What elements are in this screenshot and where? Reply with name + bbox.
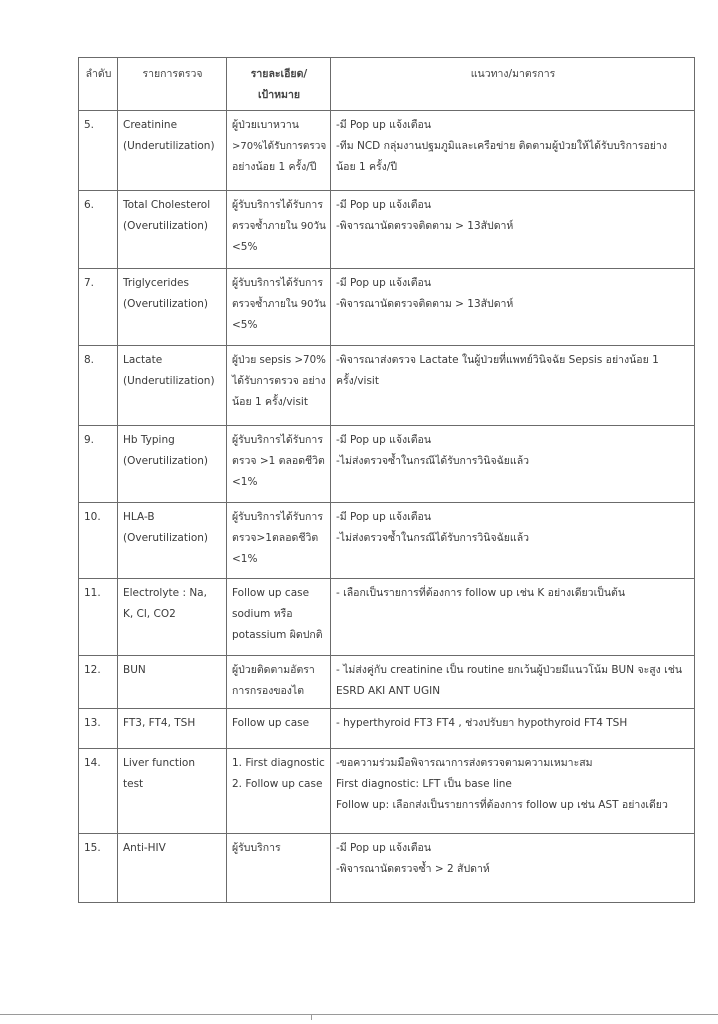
cell-item bbox=[118, 749, 227, 834]
cell-no bbox=[79, 191, 118, 269]
cell-measure-line: -พิจารณานัดตรวจติดตาม > 13สัปดาห์ bbox=[336, 298, 514, 310]
cell-measure-line: น้อย 1 ครั้ง/ปี bbox=[336, 161, 397, 173]
cell-no bbox=[79, 426, 118, 503]
cell-detail-line: sodium หรือ bbox=[232, 608, 293, 620]
cell-detail-line: การกรองของไต bbox=[232, 685, 305, 697]
cell-no-text: 11. bbox=[84, 587, 101, 599]
cell-measure bbox=[331, 426, 695, 503]
cell-detail bbox=[227, 191, 331, 269]
cell-detail-line: Follow up case bbox=[232, 587, 310, 599]
cell-detail-line: ผู้รับบริการได้รับการ bbox=[232, 511, 323, 523]
cell-measure-line: - hyperthyroid FT3 FT4 , ช่วงปรับยา hypothyroid FT4 TSH bbox=[336, 717, 628, 729]
cell-item-line: Lactate bbox=[123, 354, 163, 366]
cell-measure-line: ครั้ง/visit bbox=[336, 375, 379, 387]
cell-item bbox=[118, 709, 227, 749]
cell-item-line: (Overutilization) bbox=[123, 298, 209, 310]
table-row bbox=[79, 191, 695, 269]
cell-measure-line: Follow up: เลือกส่งเป็นรายการที่ต้องการ follow up เช่น AST อย่างเดียว bbox=[336, 799, 668, 811]
cell-measure bbox=[331, 709, 695, 749]
cell-detail-line: 2. Follow up case bbox=[232, 778, 323, 790]
cell-detail-line: ผู้ป่วยเบาหวาน bbox=[232, 119, 299, 131]
header-detail bbox=[227, 58, 331, 111]
cell-item-line: BUN bbox=[123, 664, 146, 676]
cell-no-text: 14. bbox=[84, 757, 101, 769]
cell-item-line: (Underutilization) bbox=[123, 375, 215, 387]
table-row bbox=[79, 426, 695, 503]
cell-measure-line: -มี Pop up แจ้งเตือน bbox=[336, 119, 432, 131]
cell-no bbox=[79, 503, 118, 579]
cell-detail bbox=[227, 426, 331, 503]
cell-item bbox=[118, 191, 227, 269]
page-bottom-tick bbox=[311, 1014, 312, 1020]
cell-no bbox=[79, 656, 118, 709]
header-detail-line: รายละเอียด/ bbox=[250, 68, 308, 80]
header-measure bbox=[331, 58, 695, 111]
lab-test-guideline-table bbox=[78, 57, 695, 903]
page-bottom-rule bbox=[0, 1014, 718, 1015]
table-row bbox=[79, 749, 695, 834]
cell-item-line: (Overutilization) bbox=[123, 455, 209, 467]
cell-item-line: (Overutilization) bbox=[123, 532, 209, 544]
cell-item-line: HLA-B bbox=[123, 511, 155, 523]
cell-item-line: Hb Typing bbox=[123, 434, 175, 446]
cell-no bbox=[79, 834, 118, 903]
header-item bbox=[118, 58, 227, 111]
table-row bbox=[79, 579, 695, 656]
table-header-row bbox=[79, 58, 695, 111]
cell-measure-line: -ไม่ส่งตรวจซ้ำในกรณีได้รับการวินิจฉัยแล้ว bbox=[336, 455, 530, 467]
cell-no-text: 5. bbox=[84, 119, 95, 131]
cell-measure-line: -มี Pop up แจ้งเตือน bbox=[336, 199, 432, 211]
cell-detail bbox=[227, 346, 331, 426]
table-row bbox=[79, 111, 695, 191]
cell-item-line: test bbox=[123, 778, 144, 790]
cell-detail-line: <1% bbox=[232, 476, 258, 488]
cell-detail-line: potassium ผิดปกติ bbox=[232, 629, 323, 641]
cell-measure bbox=[331, 191, 695, 269]
cell-measure-line: -ทีม NCD กลุ่มงานปฐมภูมิและเครือข่าย ติดตามผู้ป่วยให้ได้รับบริการอย่าง bbox=[336, 140, 667, 152]
cell-item-line: Electrolyte : Na, bbox=[123, 587, 207, 599]
cell-measure-line: -ไม่ส่งตรวจซ้ำในกรณีได้รับการวินิจฉัยแล้ว bbox=[336, 532, 530, 544]
cell-measure-line: -พิจารณานัดตรวจติดตาม > 13สัปดาห์ bbox=[336, 220, 514, 232]
cell-detail bbox=[227, 579, 331, 656]
cell-no-text: 9. bbox=[84, 434, 95, 446]
cell-detail-line: ได้รับการตรวจ อย่าง bbox=[232, 375, 326, 387]
cell-detail-line: 1. First diagnostic bbox=[232, 757, 325, 769]
cell-measure-line: - ไม่ส่งคู่กับ creatinine เป็น routine ยกเว้นผู้ป่วยมีแนวโน้ม BUN จะสูง เช่น bbox=[336, 664, 682, 676]
cell-measure-line: -ขอความร่วมมือพิจารณาการส่งตรวจตามความเหมาะสม bbox=[336, 757, 593, 769]
cell-item bbox=[118, 269, 227, 346]
cell-item-line: (Underutilization) bbox=[123, 140, 215, 152]
cell-detail bbox=[227, 834, 331, 903]
cell-no-text: 7. bbox=[84, 277, 95, 289]
cell-no-text: 6. bbox=[84, 199, 95, 211]
cell-no-text: 13. bbox=[84, 717, 101, 729]
cell-measure bbox=[331, 579, 695, 656]
cell-no bbox=[79, 709, 118, 749]
cell-measure bbox=[331, 834, 695, 903]
cell-item-line: Liver function bbox=[123, 757, 195, 769]
cell-no bbox=[79, 269, 118, 346]
header-item-text: รายการตรวจ bbox=[142, 68, 203, 80]
cell-item bbox=[118, 111, 227, 191]
header-detail-line: เป้าหมาย bbox=[257, 89, 301, 101]
cell-detail bbox=[227, 269, 331, 346]
cell-detail bbox=[227, 503, 331, 579]
cell-no bbox=[79, 111, 118, 191]
cell-detail-line: ผู้ป่วย sepsis >70% bbox=[232, 354, 326, 366]
cell-detail-line: ผู้รับบริการได้รับการ bbox=[232, 277, 323, 289]
cell-item bbox=[118, 579, 227, 656]
cell-item-line: Triglycerides bbox=[123, 277, 189, 289]
cell-detail-line: ตรวจ>1ตลอดชีวิต bbox=[232, 532, 319, 544]
cell-detail-line: ผู้รับบริการได้รับการ bbox=[232, 199, 323, 211]
cell-measure-line: -พิจารณานัดตรวจซ้ำ > 2 สัปดาห์ bbox=[336, 863, 490, 875]
cell-measure-line: -มี Pop up แจ้งเตือน bbox=[336, 511, 432, 523]
table-row bbox=[79, 834, 695, 903]
table-row bbox=[79, 269, 695, 346]
cell-measure bbox=[331, 656, 695, 709]
cell-no-text: 10. bbox=[84, 511, 101, 523]
cell-detail-line: >70%ได้รับการตรวจ bbox=[232, 141, 327, 152]
cell-detail-line: น้อย 1 ครั้ง/visit bbox=[232, 396, 308, 408]
cell-detail bbox=[227, 709, 331, 749]
cell-item bbox=[118, 503, 227, 579]
cell-measure bbox=[331, 269, 695, 346]
cell-item-line: Anti-HIV bbox=[123, 842, 166, 854]
header-no-text: ลำดับ bbox=[85, 68, 112, 80]
cell-detail-line: อย่างน้อย 1 ครั้ง/ปี bbox=[232, 161, 317, 173]
cell-item bbox=[118, 346, 227, 426]
cell-measure-line: -มี Pop up แจ้งเตือน bbox=[336, 842, 432, 854]
cell-measure-line: -พิจารณาส่งตรวจ Lactate ในผู้ป่วยที่แพทย์วินิจฉัย Sepsis อย่างน้อย 1 bbox=[336, 354, 659, 366]
cell-no-text: 8. bbox=[84, 354, 95, 366]
cell-measure bbox=[331, 503, 695, 579]
table-row bbox=[79, 709, 695, 749]
cell-detail-line: ตรวจ >1 ตลอดชีวิต bbox=[232, 455, 325, 467]
cell-item bbox=[118, 834, 227, 903]
cell-measure-line: ESRD AKI ANT UGIN bbox=[336, 685, 441, 697]
cell-measure bbox=[331, 111, 695, 191]
header-no bbox=[79, 58, 118, 111]
cell-detail-line: Follow up case bbox=[232, 717, 310, 729]
cell-measure-line: -มี Pop up แจ้งเตือน bbox=[336, 277, 432, 289]
cell-detail bbox=[227, 749, 331, 834]
cell-item-line: K, Cl, CO2 bbox=[123, 608, 176, 620]
cell-detail bbox=[227, 656, 331, 709]
cell-no-text: 15. bbox=[84, 842, 101, 854]
cell-item-line: Total Cholesterol bbox=[123, 199, 211, 211]
cell-detail-line: ผู้รับบริการ bbox=[232, 842, 281, 854]
cell-item bbox=[118, 426, 227, 503]
cell-no-text: 12. bbox=[84, 664, 101, 676]
cell-measure bbox=[331, 749, 695, 834]
table-row bbox=[79, 346, 695, 426]
cell-measure-line: -มี Pop up แจ้งเตือน bbox=[336, 434, 432, 446]
cell-measure bbox=[331, 346, 695, 426]
cell-item bbox=[118, 656, 227, 709]
cell-detail bbox=[227, 111, 331, 191]
cell-no bbox=[79, 346, 118, 426]
table-row bbox=[79, 656, 695, 709]
table-row bbox=[79, 503, 695, 579]
cell-detail-line: <5% bbox=[232, 241, 258, 253]
cell-detail-line: ผู้รับบริการได้รับการ bbox=[232, 434, 323, 446]
cell-detail-line: ผู้ป่วยติดตามอัตรา bbox=[232, 664, 315, 676]
cell-item-line: FT3, FT4, TSH bbox=[123, 717, 196, 729]
cell-detail-line: <5% bbox=[232, 319, 258, 331]
cell-detail-line: <1% bbox=[232, 553, 258, 565]
cell-no bbox=[79, 749, 118, 834]
cell-detail-line: ตรวจซ้ำภายใน 90วัน bbox=[232, 221, 326, 232]
header-measure-text: แนวทาง/มาตรการ bbox=[470, 68, 556, 80]
cell-item-line: Creatinine bbox=[123, 119, 178, 131]
cell-no bbox=[79, 579, 118, 656]
cell-item-line: (Overutilization) bbox=[123, 220, 209, 232]
cell-detail-line: ตรวจซ้ำภายใน 90วัน bbox=[232, 299, 326, 310]
cell-measure-line: - เลือกเป็นรายการที่ต้องการ follow up เช่น K อย่างเดียวเป็นต้น bbox=[336, 587, 626, 599]
cell-measure-line: First diagnostic: LFT เป็น base line bbox=[336, 778, 512, 790]
